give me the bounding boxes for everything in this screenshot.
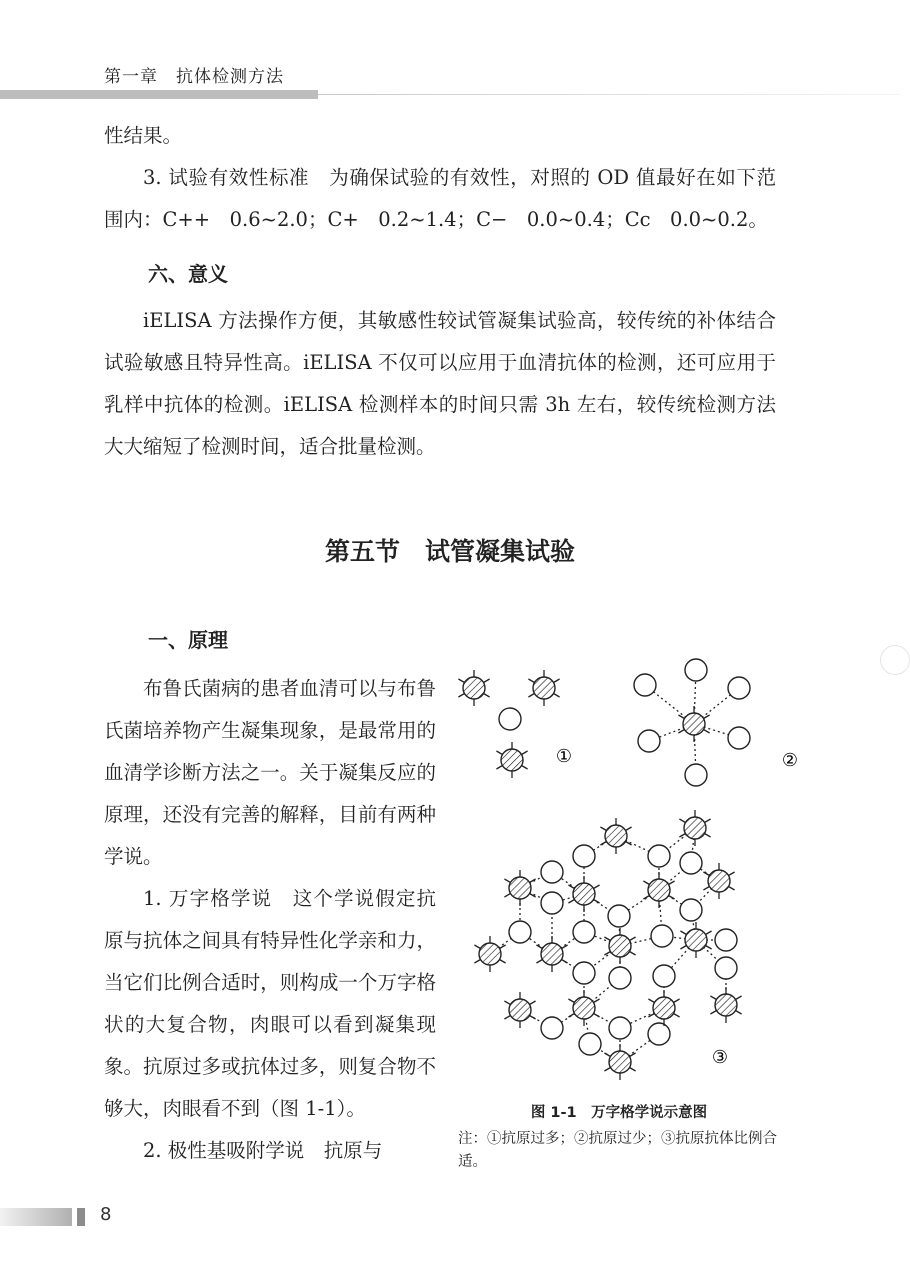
- antibody-node: [536, 936, 567, 972]
- antibody-node: [678, 706, 709, 742]
- antigen-node: [541, 861, 563, 883]
- page-number: 8: [100, 1204, 112, 1225]
- antigen-node: [685, 659, 707, 681]
- running-header: 第一章 抗体检测方法: [104, 67, 284, 87]
- antigen-node: [715, 957, 737, 979]
- antibody-node: [568, 990, 599, 1026]
- figure-note: 注：①抗原过多；②抗原过少；③抗原抗体比例合适。: [458, 1131, 777, 1170]
- heading-meaning: 六、意义: [148, 262, 228, 286]
- antibody-node: [568, 876, 599, 912]
- antibody-node: [504, 992, 535, 1028]
- antigen-node: [680, 852, 702, 874]
- antigen-node: [579, 1033, 601, 1055]
- antigen-node: [541, 1017, 563, 1039]
- antigen-node: [680, 899, 702, 921]
- antigen-node: [638, 730, 660, 752]
- paragraph-polar: 2. 极性基吸附学说 抗原与: [143, 1139, 383, 1162]
- antigen-node: [648, 1023, 670, 1045]
- antibody-node: [643, 872, 674, 908]
- header-rule: [318, 94, 900, 95]
- watermark-stamp: [880, 645, 910, 675]
- label-2: ②: [781, 750, 799, 771]
- antigen-node: [573, 921, 595, 943]
- antigen-node: [499, 708, 521, 730]
- antigen-node: [541, 892, 563, 914]
- antibody-node: [648, 990, 679, 1026]
- figure-caption: 图 1-1 万字格学说示意图: [530, 1105, 708, 1121]
- paragraph-lattice: 1. 万字格学说 这个学说假定抗原与抗体之间具有特异性化学亲和力，当它们比例合适时，则构成一个万字格状的大复合物，肉眼可以看到凝集现象。抗原过多或抗体过多，则复合物不够大，肉眼看不到（图 1-1）。: [104, 887, 436, 1120]
- nodes-layer: [458, 659, 750, 1080]
- antigen-node: [728, 677, 750, 699]
- lattice-figure: [454, 658, 799, 1096]
- antibody-node: [458, 670, 489, 706]
- header-bar: [0, 90, 318, 99]
- paragraph-continuation: 性结果。: [104, 124, 183, 147]
- section-title: 第五节 试管凝集试验: [324, 537, 575, 566]
- heading-principle: 一、原理: [148, 628, 228, 652]
- antigen-node: [573, 845, 595, 867]
- antigen-node: [685, 764, 707, 786]
- antigen-node: [608, 905, 630, 927]
- antibody-node: [528, 670, 559, 706]
- antibody-node: [703, 863, 734, 899]
- antibody-node: [710, 987, 741, 1023]
- label-3: ③: [711, 1047, 729, 1068]
- antibody-node: [504, 870, 535, 906]
- antigen-node: [609, 1017, 631, 1039]
- lattice-diagram: [454, 658, 799, 1096]
- paragraph-validity: 3. 试验有效性标准 为确保试验的有效性，对照的 OD 值最好在如下范围内：C++ 0.6~2.0；C+ 0.2~1.4；C− 0.0~0.4；Cc 0.0~0.2。: [104, 166, 776, 231]
- paragraph-meaning: iELISA 方法操作方便，其敏感性较试管凝集试验高，较传统的补体结合试验敏感且特异性高。iELISA 不仅可以应用于血清抗体的检测，还可应用于乳样中抗体的检测。iELISA 检测样本的时间只需 3h 左右，较传统检测方法大大缩短了检测时间，适合批量检测。: [104, 309, 776, 458]
- antigen-node: [653, 965, 675, 987]
- antibody-node: [604, 928, 635, 964]
- footer-bar: [0, 1208, 72, 1226]
- paragraph-principle: 布鲁氏菌病的患者血清可以与布鲁氏菌培养物产生凝集现象，是最常用的血清学诊断方法之一。关于凝集反应的原理，还没有完善的解释，目前有两种学说。: [104, 677, 436, 868]
- antigen-node: [715, 929, 737, 951]
- antigen-node: [728, 727, 750, 749]
- footer-block: [77, 1208, 85, 1226]
- antibody-node: [496, 742, 527, 778]
- antigen-node: [634, 674, 656, 696]
- antibody-node: [679, 810, 710, 846]
- antigen-node: [609, 967, 631, 989]
- antibody-node: [604, 1044, 635, 1080]
- antigen-node: [651, 925, 673, 947]
- antigen-node: [648, 845, 670, 867]
- antigen-node: [509, 921, 531, 943]
- antibody-node: [600, 818, 631, 854]
- antigen-node: [573, 962, 595, 984]
- antibody-node: [474, 936, 505, 972]
- label-1: ①: [555, 746, 573, 767]
